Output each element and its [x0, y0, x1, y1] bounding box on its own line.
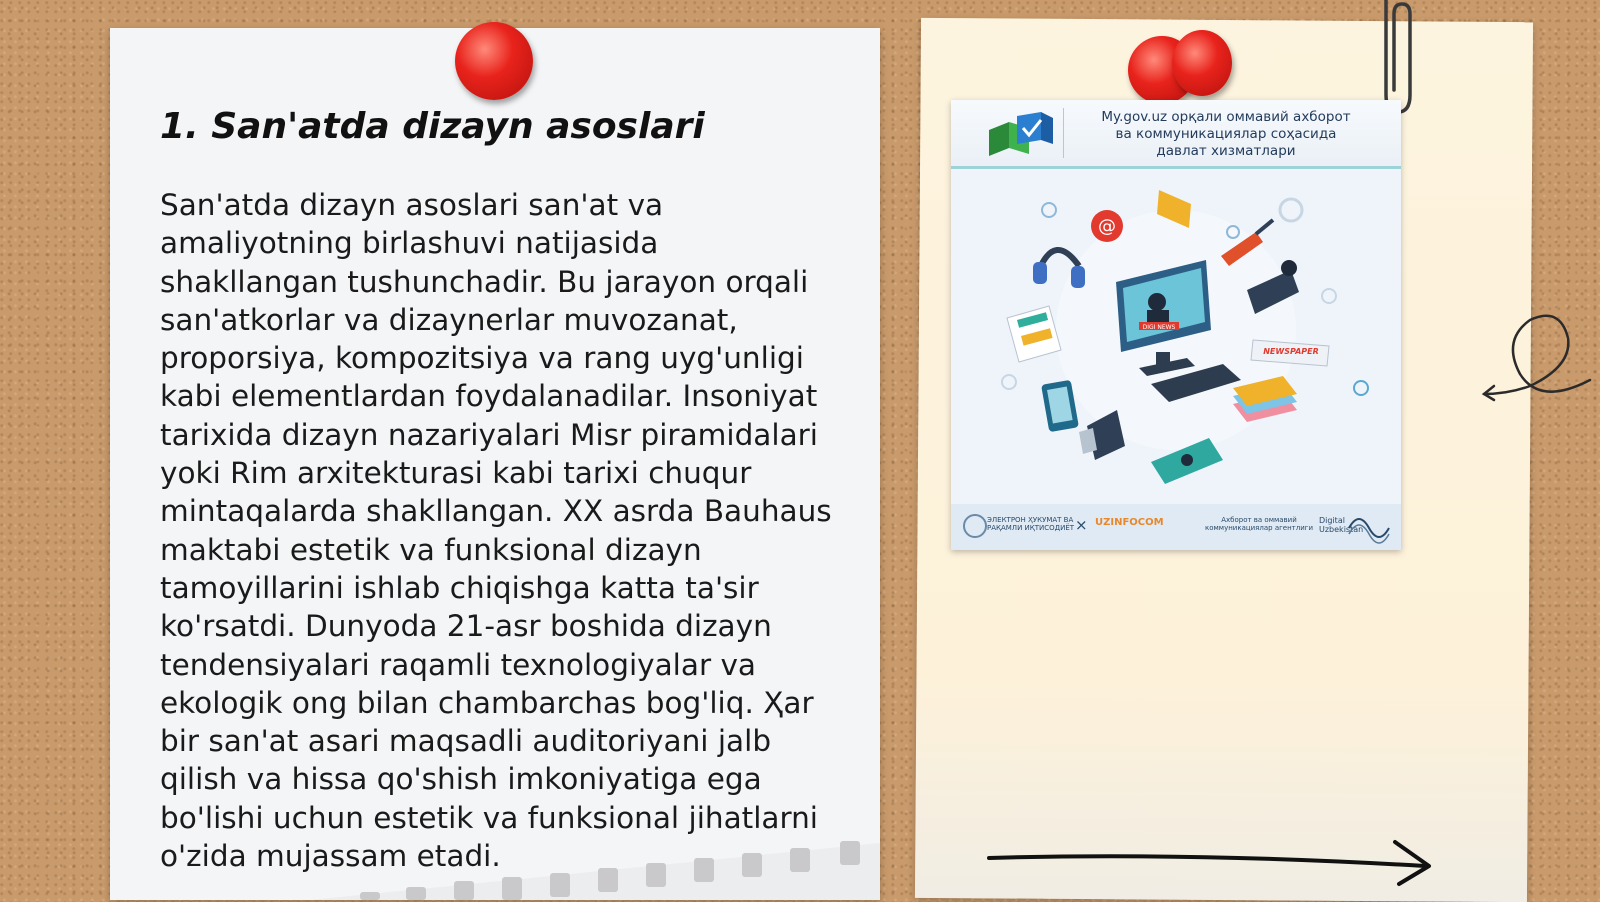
body-line: mintaqalarda shakllangan. XX asrda Bauhaus [160, 494, 832, 529]
poster-header-line: ва коммуникациялар соҳасида [1115, 126, 1337, 142]
poster-illustration [951, 100, 1401, 550]
ministry-logo [987, 516, 1074, 532]
body-line: maktabi estetik va funksional dizayn [160, 532, 702, 567]
svg-text:@: @ [1098, 216, 1116, 237]
agency-line: Ахборот ва оммавий [1221, 516, 1297, 524]
webpage-icon [1007, 306, 1061, 362]
wave-pattern-icon [1347, 508, 1397, 546]
cube-logo-icon [979, 108, 1059, 160]
body-line: ekologik ong bilan chambarchas bog'liq. Ҳar [160, 685, 814, 720]
body-line: bir san'at asari maqsadli auditoriyani jalb [160, 724, 772, 759]
at-sign-icon [1091, 210, 1123, 242]
uzinfocom-mark-icon: ⨯ [1075, 516, 1088, 534]
body-line: o'zida mujassam etadi. [160, 839, 501, 874]
body-line: proporsiya, kompozitsiya va rang uyg'unligi [160, 341, 804, 376]
poster-header-line: My.gov.uz орқали оммавий ахборот [1101, 109, 1351, 125]
pushpin-icon [1172, 30, 1232, 96]
body-line: tamoyillarini ishlab chiqishga katta ta'sir [160, 570, 759, 605]
arrow-right-icon [985, 838, 1445, 888]
pushpin-icon [455, 22, 533, 100]
uzinfocom-logo: UZINFOCOM [1095, 517, 1164, 528]
agency-line: коммуникациялар агентлиги [1205, 524, 1313, 532]
body-line: kabi elementlardan foydalanadilar. Insoniyat [160, 379, 818, 414]
body-line: san'atkorlar va dizaynerlar muvozanat, [160, 302, 738, 337]
poster-footer [951, 504, 1401, 550]
body-line: qilish va hissa qo'shish imkoniyatiga ega [160, 762, 762, 797]
poster-header-line: давлат хизматлари [1156, 143, 1296, 159]
headphones-icon [1033, 250, 1085, 288]
monitor-caption: DIGI NEWS [1142, 324, 1176, 331]
header-divider [1063, 108, 1064, 158]
body-line: ko'rsatdi. Dunyoda 21-asr boshida dizayn [160, 609, 772, 644]
newspaper-label: NEWSPAPER [1263, 347, 1319, 356]
body-line: San'atda dizayn asoslari san'at va [160, 188, 664, 222]
emblem-icon [963, 514, 987, 538]
slide-title: 1. San'atda dizayn asoslari [160, 106, 705, 147]
poster-header [951, 100, 1401, 169]
body-line: tarixida dizayn nazariyalari Misr piramidalari [160, 417, 818, 452]
digital-line: Uzbekistan [1319, 525, 1364, 534]
ministry-line: ЭЛЕКТРОН ҲУКУМАТ ВА [987, 516, 1074, 524]
slide-body-text [160, 186, 850, 875]
curly-arrow-icon [1480, 310, 1600, 410]
body-line: amaliyotning birlashuvi natijasida [160, 226, 659, 261]
body-line: bo'lishi uchun estetik va funksional jihatlarni [160, 800, 819, 835]
body-line: tendensiyalari raqamli texnologiyalar va [160, 647, 756, 682]
agency-logo [1205, 516, 1313, 532]
media-icons-illustration [951, 170, 1401, 504]
ministry-line: РАҚАМЛИ ИҚТИСОДИЁТ [987, 524, 1075, 532]
body-line: shakllangan tushunchadir. Bu jarayon orqali [160, 264, 809, 299]
body-line: yoki Rim arxitekturasi kabi tarixi chuqur [160, 456, 752, 491]
poster-header-text [1076, 109, 1376, 160]
digital-line: Digital [1319, 516, 1345, 525]
